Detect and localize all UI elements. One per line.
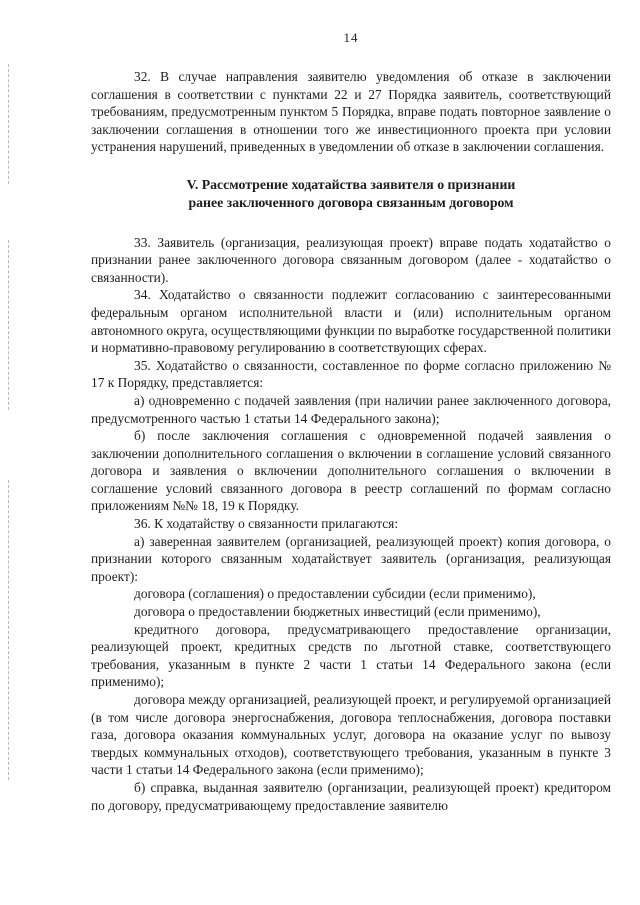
paragraph-36: 36. К ходатайству о связанности прилагаются: (134, 516, 399, 532)
paragraph-regulated-organization: договора между организацией, реализующей проект, и регулируемой организацией (в том числе договора энергоснабжения, договора теплоснабжения, договора поставки газа, договора оказания коммунальных услуг, договора на оказание услуг по вывозу твердых коммунальных отходов), соответствующего требования, указанным в пункте 3 части 1 статьи 14 Федерального закона (если применимо); (91, 692, 611, 778)
list-item-budget-investments: договора о предоставлении бюджетных инвестиций (если применимо), (134, 604, 541, 620)
paragraph-36-b: б) справка, выданная заявителю (организации, реализующей проект) кредитором по договору, предусматривающему предоставление заявителю (91, 779, 611, 813)
binding-hole-mark (8, 64, 9, 184)
section-heading-line-2: ранее заключенного договора связанным договором (188, 194, 514, 210)
section-heading-line-1: V. Рассмотрение ходатайства заявителя о признании (186, 176, 516, 192)
list-item-subsidy: договора (соглашения) о предоставлении субсидии (если применимо), (134, 586, 536, 602)
paragraph-33: 33. Заявитель (организация, реализующая проект) вправе подать ходатайство о признании ранее заключенного договора связанным договором (далее - ходатайство о связанности). (91, 234, 611, 285)
section-heading (91, 176, 611, 212)
page-number: 14 (343, 30, 359, 45)
paragraph-35-b: б) после заключения соглашения с одновременной подачей заявления о заключении дополнительного соглашения о включении в соглашение условий связанного договора и заявления о включении дополнительного соглашения о включении в соглашение условий связанного договора в реестр соглашений по формам согласно приложениям №№ 18, 19 к Порядку. (91, 428, 611, 514)
paragraph-credit-agreement: кредитного договора, предусматривающего предоставление организации, реализующей проект, кредитных средств по льготной ставке, соответствующего требования, указанным в пункте 2 части 1 статьи 14 Федерального закона (если применимо); (91, 621, 611, 690)
paragraph-35: 35. Ходатайство о связанности, составленное по форме согласно приложению № 17 к Порядку, представляется: (91, 357, 611, 391)
binding-hole-mark (8, 480, 9, 780)
paragraph-32: 32. В случае направления заявителю уведомления об отказе в заключении соглашения в соответствии с пунктами 22 и 27 Порядка заявитель, соответствующий требованиям, предусмотренным пунктом 5 Порядка, вправе подать повторное заявление о заключении соглашения в отношении того же инвестиционного проекта при условии устранения нарушений, приведенных в уведомлении об отказе в заключении соглашения. (91, 69, 611, 155)
paragraph-35-a: а) одновременно с подачей заявления (при наличии ранее заключенного договора, предусмотренного частью 1 статьи 14 Федерального закона); (91, 392, 611, 426)
binding-hole-mark (8, 240, 9, 410)
paragraph-34: 34. Ходатайство о связанности подлежит согласованию с заинтересованными федеральным органом исполнительной власти и (или) исполнительным органом автономного округа, осуществляющими функции по выработке государственной политики и нормативно-правовому регулированию в соответствующих сферах. (91, 287, 611, 356)
paragraph-36-a: а) заверенная заявителем (организацией, реализующей проект) копия договора, о признании которого связанным ходатайствует заявитель (организация, реализующая проект): (91, 533, 611, 584)
